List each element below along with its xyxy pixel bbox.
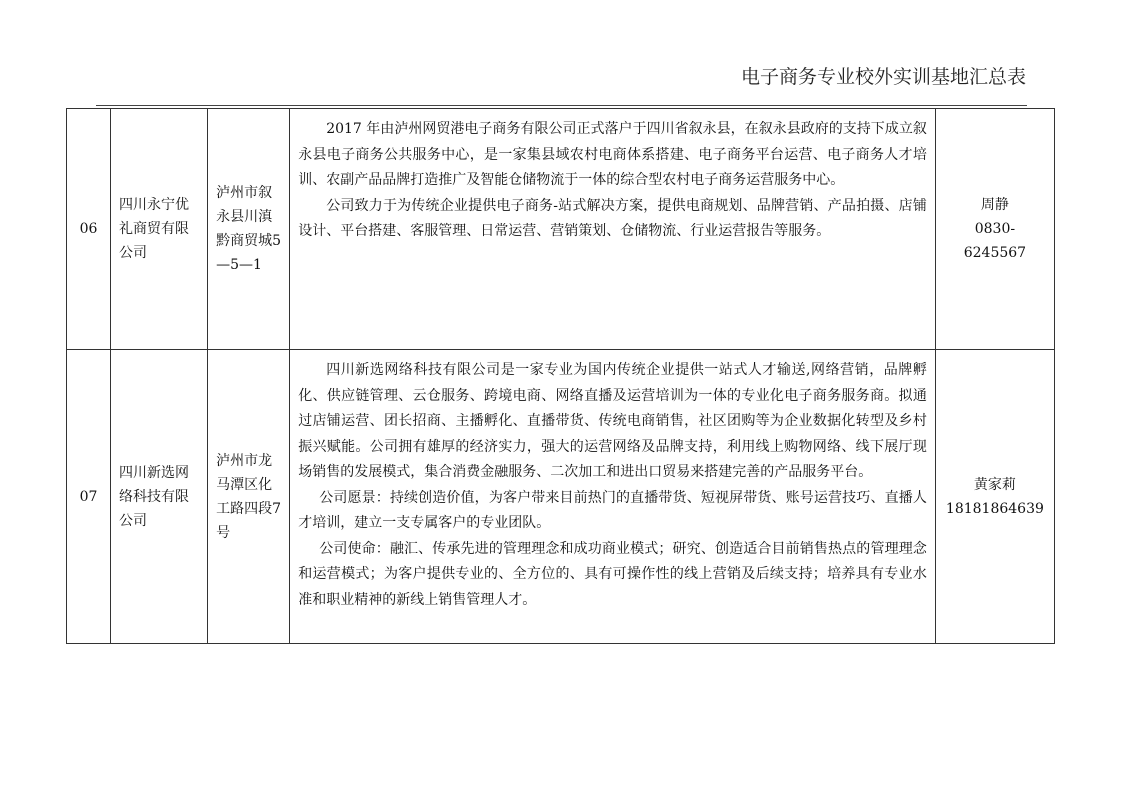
contact-cell [935, 109, 1054, 350]
description-paragraph: 2017 年由泸州网贸港电子商务有限公司正式落户于四川省叙永县，在叙永县政府的支持下成立叙永县电子商务公共服务中心，是一家集县域农村电商体系搭建、电子商务平台运营、电子商务人才培训、农副产品品牌打造推广及智能仓储物流于一体的综合型农村电子商务运营服务中心。 [298, 121, 927, 188]
company-address: 泸州市龙马潭区化工路四段7号 [208, 350, 290, 644]
contact-phone: 0830-6245567 [963, 221, 1027, 261]
company-name: 四川永宁优礼商贸有限公司 [111, 109, 208, 350]
contact-name: 黄家莉 [973, 476, 1016, 493]
description-paragraph: 公司致力于为传统企业提供电子商务-站式解决方案，提供电商规划、品牌营销、产品拍摄、店铺设计、平台搭建、客服管理、日常运营、营销策划、仓储物流、行业运营报告等服务。 [298, 197, 927, 239]
description-paragraph: 公司使命：融汇、传承先进的管理理念和成功商业模式；研究、创造适合目前销售热点的管理理念和运营模式；为客户提供专业的、全方位的、具有可操作性的线上营销及后续支持；培养具有专业水准和职业精神的新线上销售管理人才。 [298, 540, 927, 608]
contact-cell [935, 350, 1054, 644]
company-description [290, 350, 936, 644]
row-index: 07 [67, 350, 111, 644]
description-paragraph: 公司愿景：持续创造价值，为客户带来目前热门的直播带货、短视屏带货、账号运营技巧、直播人才培训，建立一支专属客户的专业团队。 [298, 489, 927, 531]
header-divider [96, 105, 1027, 106]
company-description [290, 109, 936, 350]
training-base-table [66, 108, 1055, 644]
company-name: 四川新选网络科技有限公司 [111, 350, 208, 644]
company-address: 泸州市叙永县川滇黔商贸城5—5—1 [208, 109, 290, 350]
table-row [67, 109, 1055, 350]
table-row [67, 350, 1055, 644]
row-index: 06 [67, 109, 111, 350]
contact-name: 周静 [980, 197, 1009, 213]
contact-phone: 18181864639 [945, 500, 1044, 517]
description-paragraph: 四川新选网络科技有限公司是一家专业为国内传统企业提供一站式人才输送,网络营销，品牌孵化、供应链管理、云仓服务、跨境电商、网络直播及运营培训为一体的专业化电子商务服务商。拟通过店铺运营、团长招商、主播孵化、直播带货、传统电商销售，社区团购等为企业数据化转型及乡村振兴赋能。公司拥有雄厚的经济实力，强大的运营网络及品牌支持，利用线上购物网络、线下展厅现场销售的发展模式，集合消费金融服务、二次加工和进出口贸易来搭建完善的产品服务平台。 [298, 362, 927, 480]
page-title: 电子商务专业校外实训基地汇总表 [740, 66, 1026, 88]
